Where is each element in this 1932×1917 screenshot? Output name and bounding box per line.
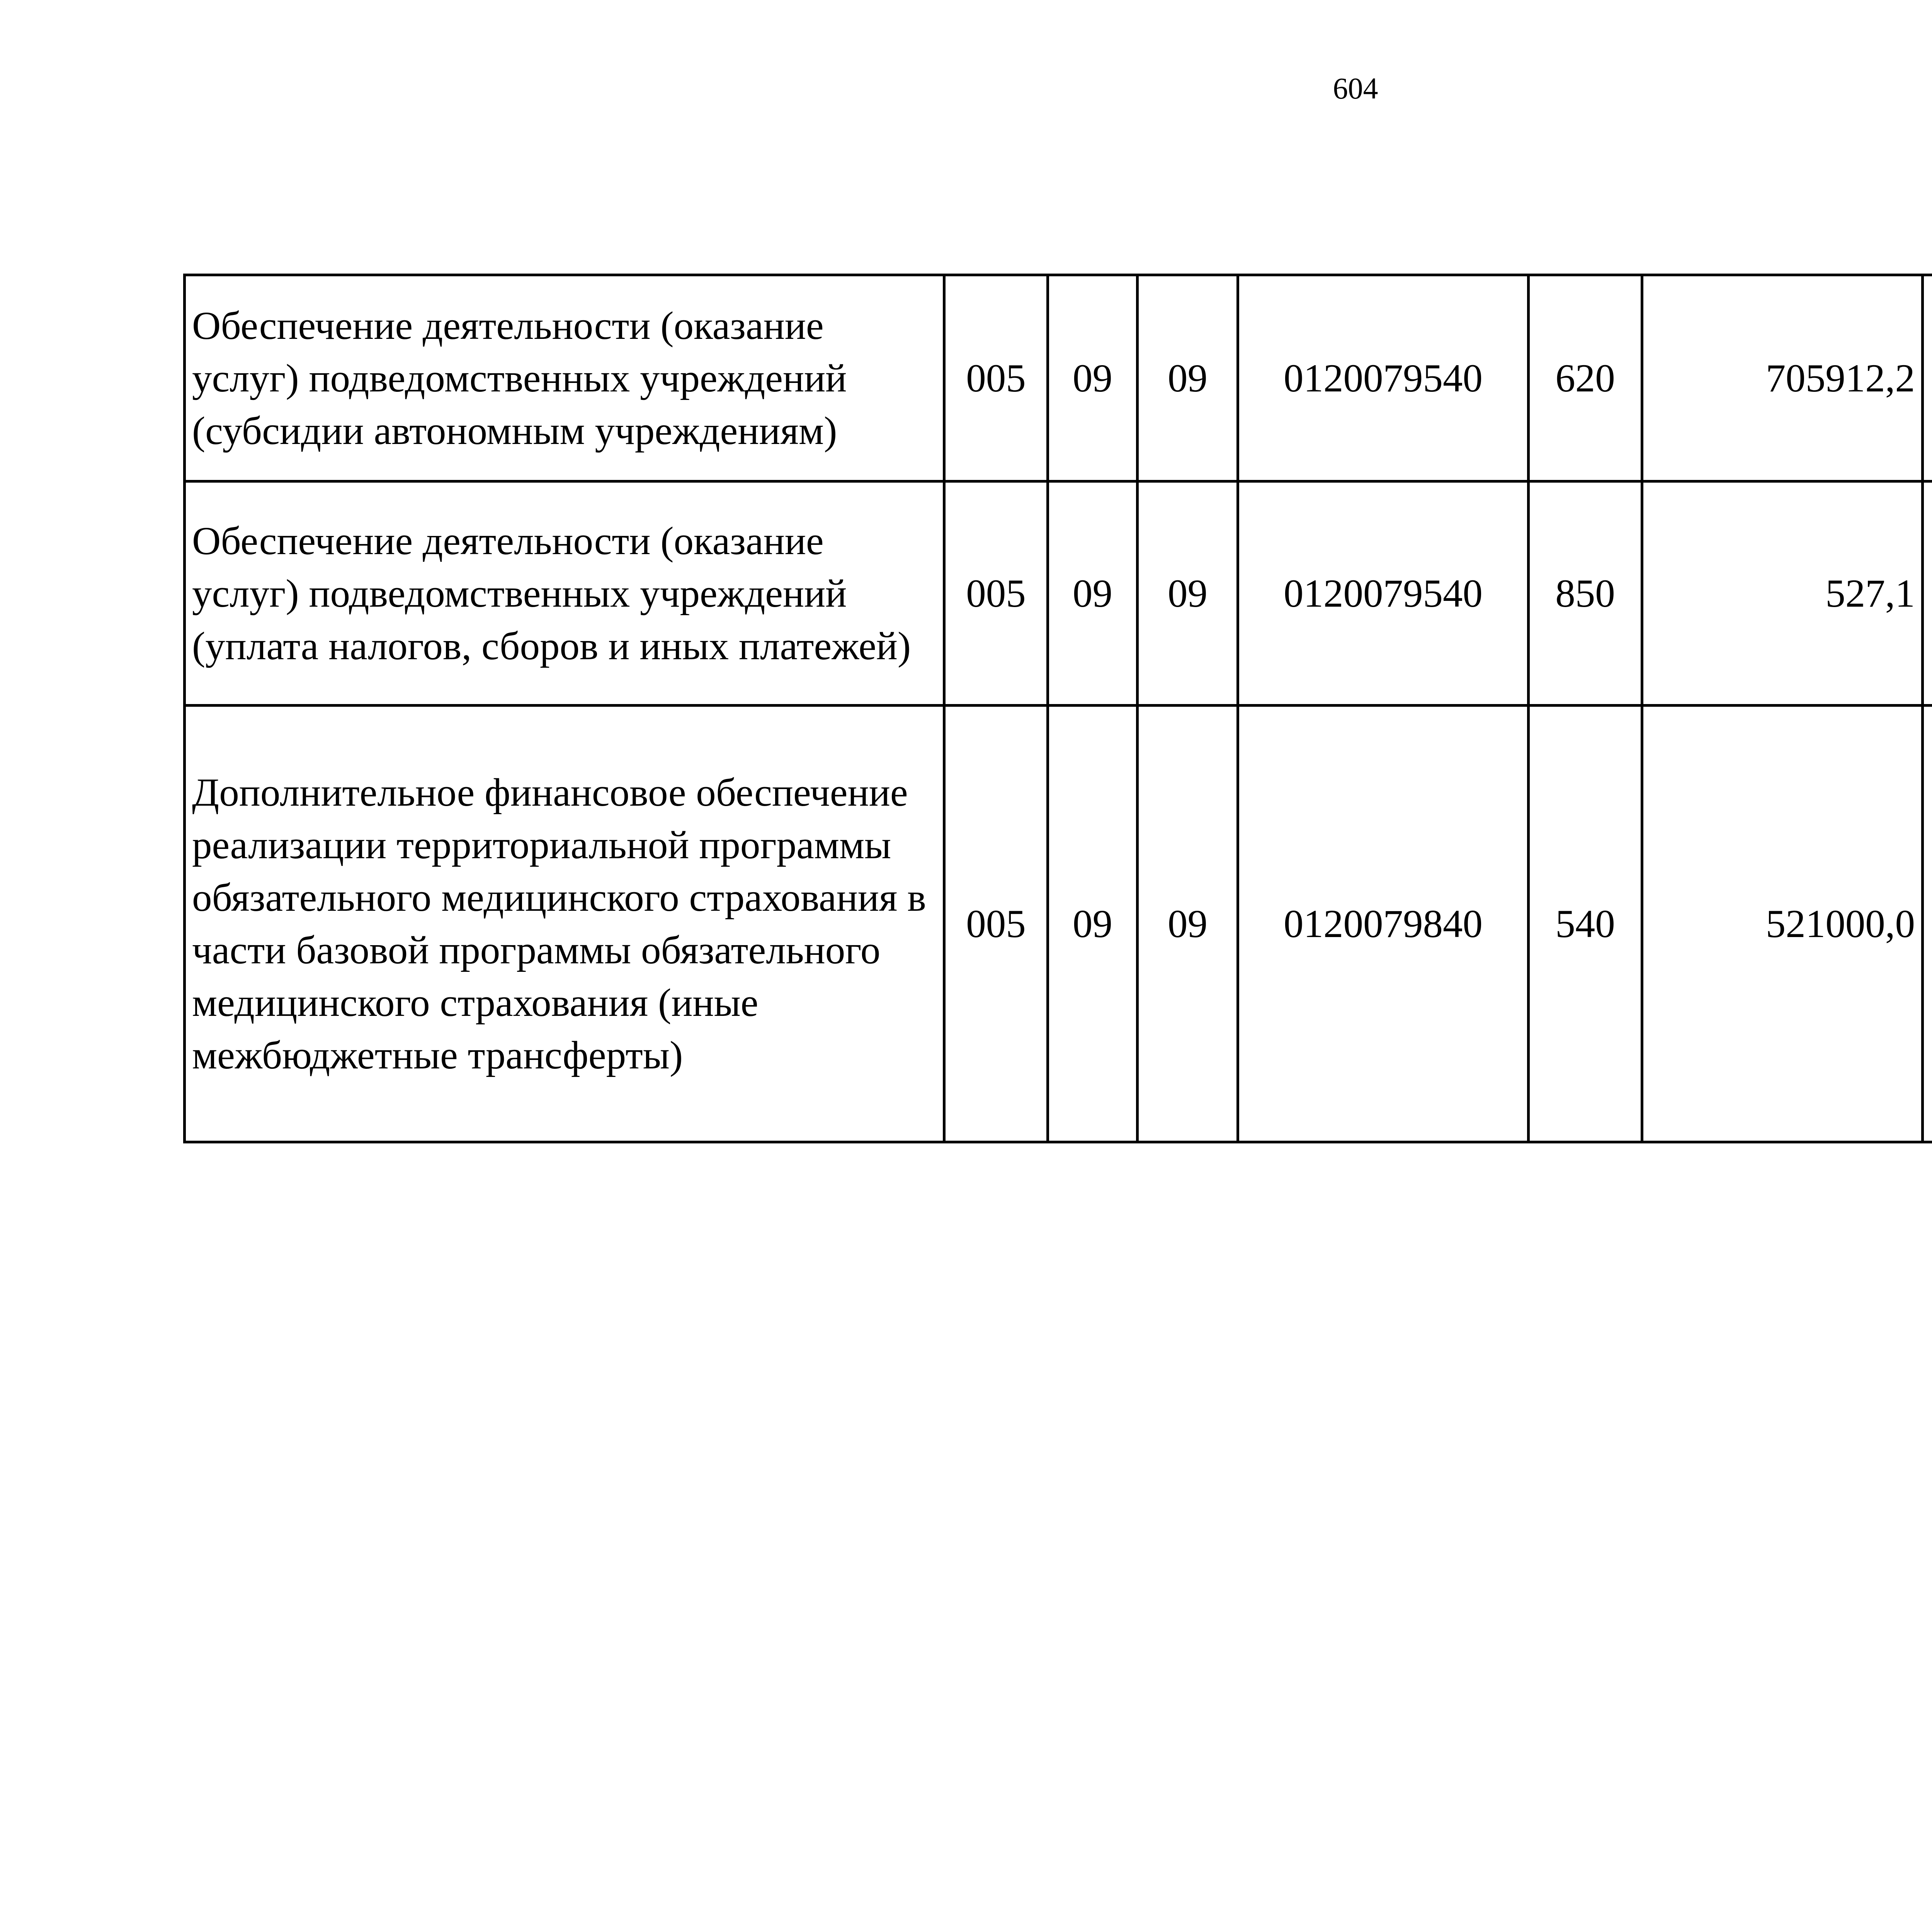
subsection-code-cell: 09	[1138, 275, 1238, 481]
table-row	[185, 706, 1932, 1142]
page-number: 604	[1333, 71, 1378, 105]
row-name-cell: Дополнительное финансовое обеспечение реализации территориальной программы обязательного медицинского страхования в части базовой программы обязательного медицинского страхования (иные межбюджетные трансферты)	[185, 706, 944, 1142]
subsection-code-cell: 09	[1138, 706, 1238, 1142]
ministry-code-cell: 005	[944, 275, 1048, 481]
section-code-cell: 09	[1048, 481, 1138, 706]
amount-1-cell: 705912,2	[1642, 275, 1923, 481]
section-code-cell: 09	[1048, 275, 1138, 481]
expense-type-cell: 540	[1529, 706, 1642, 1142]
target-article-cell: 0120079540	[1238, 275, 1529, 481]
amount-2-cell	[1923, 706, 1932, 1142]
target-article-cell: 0120079540	[1238, 481, 1529, 706]
amount-2-cell	[1923, 275, 1932, 481]
ministry-code-cell: 005	[944, 481, 1048, 706]
expense-type-cell: 620	[1529, 275, 1642, 481]
table-row	[185, 275, 1932, 481]
row-name-cell: Обеспечение деятельности (оказание услуг) подведомственных учреждений (субсидии автономным учреждениям)	[185, 275, 944, 481]
row-name-cell: Обеспечение деятельности (оказание услуг) подведомственных учреждений (уплата налогов, сборов и иных платежей)	[185, 481, 944, 706]
section-code-cell: 09	[1048, 706, 1138, 1142]
ministry-code-cell: 005	[944, 706, 1048, 1142]
amount-1-cell: 521000,0	[1642, 706, 1923, 1142]
expense-type-cell: 850	[1529, 481, 1642, 706]
budget-table	[183, 274, 1932, 1143]
amount-2-cell	[1923, 481, 1932, 706]
table-row	[185, 481, 1932, 706]
amount-1-cell: 527,1	[1642, 481, 1923, 706]
subsection-code-cell: 09	[1138, 481, 1238, 706]
target-article-cell: 0120079840	[1238, 706, 1529, 1142]
